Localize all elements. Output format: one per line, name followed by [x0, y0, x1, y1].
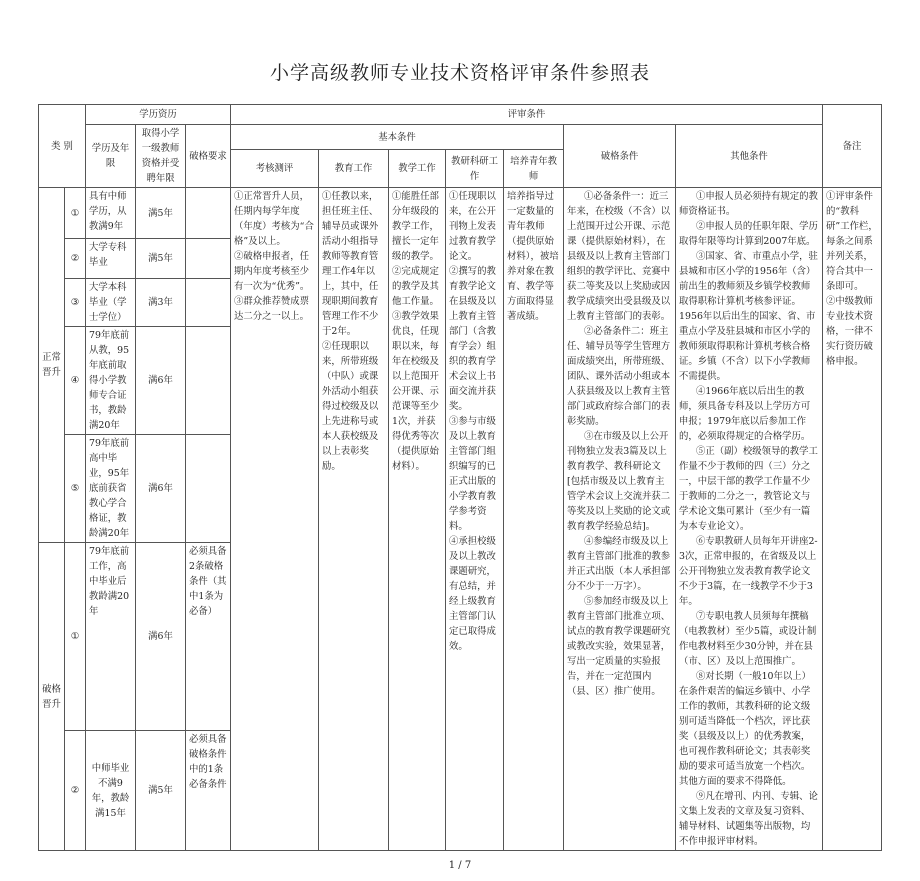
- education-cell: [319, 188, 389, 851]
- other-item: ⑤正（副）校级领导的教学工作量不少于教师的四（三）分之一，中层干部的教学工作量不少于教师的二分之一，教管论文与学术论文集可累计（至少有一篇为本专业论文）。: [679, 446, 818, 532]
- exception-item: ①必备条件一：近三年来，在校级（不含）以上范围开过公开课、示范课（提供原始材料），在县级及以上教育主管部门组织的教学评比、竞赛中获二等奖及以上奖励或因教学成绩突出受县级及以上教育主管部门的表彰。: [567, 191, 671, 322]
- exception-item: ②必备条件二：班主任、辅导员等学生管理方面成绩突出，所带班级、团队、课外活动小组或本人获县级及以上教育主管部门或政府综合部门的表彰奖励。: [567, 326, 671, 427]
- page-number: 1 / 7: [448, 860, 472, 871]
- row-req: [186, 327, 231, 435]
- row-no: ⑤: [65, 435, 86, 543]
- row-no: ②: [65, 731, 86, 851]
- row-edu: 79年底前高中毕业，95年底前获省教心学合格证，教龄满20年: [86, 435, 136, 543]
- criteria-table: [38, 104, 882, 851]
- other-item: ⑦专职电教人员须每年撰稿（电教教材）至少5篇，或设计制作电教材料至少30分钟，并在县（市、区）及以上范围推广。: [679, 611, 817, 667]
- header-category: 类 别: [39, 105, 86, 188]
- header-research: 教研科研工作: [446, 150, 504, 188]
- group-exception: 破格晋升: [39, 543, 65, 851]
- row-req: [186, 435, 231, 543]
- row-no: ④: [65, 327, 86, 435]
- group-normal: 正常晋升: [39, 188, 65, 543]
- document-title: 小学高级教师专业技术资格评审条件参照表: [269, 62, 650, 84]
- header-training: 培养青年教师: [504, 150, 564, 188]
- header-edu-years: 学历及年限: [86, 125, 136, 188]
- exception-item: ③在市级及以上公开刊物独立发表3篇及以上教育教学、教科研论文[包括市级及以上教育主管学术会议上交流并获二等奖及以上奖励的论文或教育教学经验总结]。: [567, 431, 671, 532]
- header-review: 评审条件: [231, 105, 823, 125]
- row-edu: 中师毕业不满9年，教龄满15年: [86, 731, 136, 851]
- header-education: 教育工作: [319, 150, 389, 188]
- row-req: 必须具备破格条件中的1条必备条件: [186, 731, 231, 851]
- table-wrapper: [0, 86, 920, 851]
- other-item: ④1966年底以后出生的教师，须具备专科及以上学历方可申报；1979年底以后参加工作的，必须取得规定的合格学历。: [679, 386, 811, 442]
- row-years: 满6年: [136, 435, 186, 543]
- assess-cell: [231, 188, 319, 851]
- row-years: 满5年: [136, 731, 186, 851]
- row-no: ①: [65, 188, 86, 239]
- row-years: 满5年: [136, 239, 186, 279]
- row-edu: 79年底前工作，高中毕业后教龄满20年: [86, 543, 136, 731]
- training-item: 培养指导过一定数量的青年教师（提供原始材料），被培养对象在教育、教学等方面取得显著成绩。: [507, 191, 559, 322]
- row-edu: 具有中师学历，从教满9年: [86, 188, 136, 239]
- row-years: 满5年: [136, 188, 186, 239]
- header-basic: 基本条件: [231, 125, 564, 150]
- row-req: [186, 188, 231, 239]
- assess-item: ②破格申报者，任期内年度考核至少有一次为“优秀”。: [234, 251, 310, 292]
- row-edu: 大学本科毕业（学士学位）: [86, 279, 136, 327]
- exception-item: ④参编经市级及以上教育主管部门批准的教参并正式出版（本人承担部分不少于一万字）。: [567, 536, 671, 592]
- research-cell: [446, 188, 504, 851]
- row-req: [186, 239, 231, 279]
- teaching-cell: [389, 188, 446, 851]
- header-teaching: 教学工作: [389, 150, 446, 188]
- other-item: ⑥专职教研人员每年开讲座2-3次，正常申报的，在省级及以上公开刊物独立发表教育教学论文不少于3篇，在一线教学不少于3年。: [679, 536, 818, 607]
- header-exception-cond: 破格条件: [564, 125, 676, 188]
- assess-item: ③群众推荐赞成票达二分之一以上。: [234, 296, 310, 322]
- assess-item: ①正常晋升人员，任期内每学年度（年度）考核为“合格”及以上。: [234, 191, 314, 247]
- other-item: ⑨凡在增刊、内刊、专辑、论文集上发表的文章及复习资料、辅导材料、试题集等出版物，均不作申报评审材料。: [679, 791, 818, 847]
- header-first-level: 取得小学一级教师资格并受聘年限: [136, 125, 186, 188]
- research-item: ④承担校级及以上教改课题研究，有总结，并经上级教育主管部门认定已取得成效。: [449, 536, 496, 652]
- header-assess: 考核测评: [231, 150, 319, 188]
- exception-item: ⑤参加经市级及以上教育主管部门批准立项、试点的教育教学课题研究或教改实验，效果显著，写出一定质量的实验报告，并在一定范围内（县、区）推广使用。: [567, 596, 671, 697]
- other-item: ⑧对长期（一般10年以上）在条件艰苦的偏远乡镇中、小学工作的教师，其教科研的论文级别可适当降低一个档次，评比获奖（县级及以上）的优秀教案，也可视作教科研论文；其表彰奖励的要求可适当放宽一个档次。其他方面的要求不得降低。: [679, 671, 812, 787]
- row-no: ①: [65, 543, 86, 731]
- other-cell: [676, 188, 823, 851]
- row-edu: 79年底前从教，95年底前取得小学教师专合证书，教龄满20年: [86, 327, 136, 435]
- research-item: ③参与市级及以上教育主管部门组织编写的已正式出版的小学教育教学参考资料。: [449, 416, 496, 532]
- row-req: [186, 279, 231, 327]
- education-item: ①任教以来，担任班主任、辅导员或课外活动小组指导教师等教育管理工作4年以上，其中，任现职期间教育管理工作不少于2年。: [322, 191, 379, 337]
- row-years: 满6年: [136, 543, 186, 731]
- teaching-item: ②完成规定的教学及其他工作量。: [392, 266, 439, 307]
- teaching-item: ①能胜任部分年级段的教学工作，擅长一定年级的教学。: [392, 191, 439, 262]
- other-item: ③国家、省、市重点小学，驻县城和市区小学的1956年（含）前出生的教师须及乡镇学校教师取得职称计算机考核参评证。1956年以后出生的国家、省、市重点小学及驻县城和市区小学的教师须取得职称计算机考核合格证。乡镇（不含）以下小学教师不需提供。: [679, 251, 818, 382]
- remarks-cell: [823, 188, 882, 851]
- education-item: ②任现职以来，所带班级（中队）或课外活动小组获得过校级及以上先进称号或本人获校级及以上表彰奖励。: [322, 341, 379, 472]
- header-exception-req: 破格要求: [186, 125, 231, 188]
- remark-item: ①评审条件的“教科研”工作栏，每条之间系并列关系，符合其中一条即可。: [826, 191, 878, 292]
- header-other: 其他条件: [676, 125, 823, 188]
- teaching-item: ③教学效果优良，任现职以来，每年在校级及以上范围开公开课、示范课等至少1次，并获得优秀等次（提供原始材料）。: [392, 311, 439, 472]
- research-item: ①任现职以来，在公开刊物上发表过教育教学论文。: [449, 191, 496, 262]
- header-qualification: 学历资历: [86, 105, 231, 125]
- header-remarks: 备注: [823, 105, 882, 188]
- remark-item: ②中级教师专业技术资格，一律不实行资历破格申报。: [826, 296, 873, 367]
- row-no: ③: [65, 279, 86, 327]
- other-item: ①申报人员必须持有规定的教师资格证书。: [679, 191, 818, 217]
- row-req: 必须具备2条破格条件（其中1条为必备）: [186, 543, 231, 731]
- other-item: ②申报人员的任职年限、学历取得年限等均计算到2007年底。: [679, 221, 818, 247]
- row-edu: 大学专科毕业: [86, 239, 136, 279]
- row-no: ②: [65, 239, 86, 279]
- row-years: 满3年: [136, 279, 186, 327]
- exception-cell: [564, 188, 676, 851]
- research-item: ②撰写的教育教学论文在县级及以上教育主管部门（含教育学会）组织的教育学术会议上书面交流并获奖。: [449, 266, 496, 412]
- training-cell: [504, 188, 564, 851]
- row-years: 满6年: [136, 327, 186, 435]
